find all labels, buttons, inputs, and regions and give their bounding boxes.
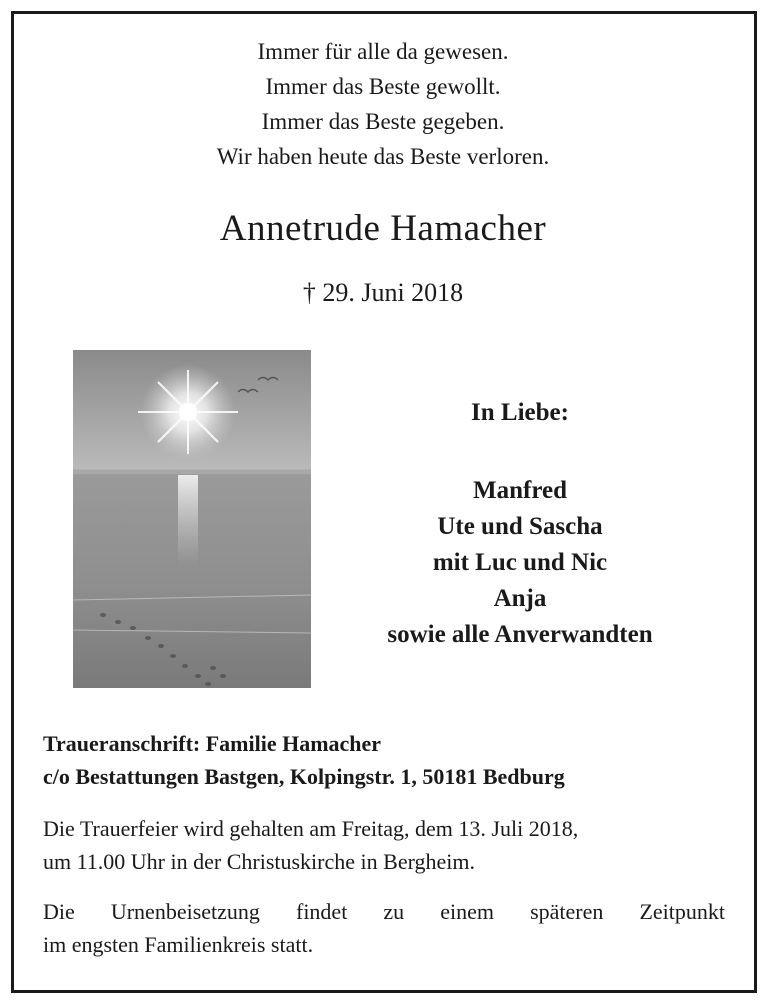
mourner-name: sowie alle Anverwandten [387, 621, 653, 648]
mourners-list [330, 473, 710, 653]
address-line: Traueranschrift: Familie Hamacher [43, 731, 382, 756]
mourner-name: mit Luc und Nic [432, 549, 608, 576]
mourner-name: Anja [493, 585, 547, 612]
urn-line: Die Urnenbeisetzung findet zu einem späteren Zeitpunkt [43, 899, 725, 924]
deceased-name: Annetrude Hamacher [219, 208, 547, 249]
mourners [330, 395, 710, 653]
mourners-intro: In Liebe: [471, 399, 569, 426]
address-line: c/o Bestattungen Bastgen, Kolpingstr. 1, 50181 Bedburg [43, 764, 565, 789]
ceremony-info [43, 812, 723, 878]
poem-line: Immer für alle da gewesen. [257, 39, 509, 64]
urn-burial-info [43, 895, 725, 961]
poem-line: Immer das Beste gewollt. [265, 74, 501, 99]
ceremony-line: um 11.00 Uhr in der Christuskirche in Bergheim. [43, 849, 475, 874]
poem [0, 34, 766, 174]
ceremony-line: Die Trauerfeier wird gehalten am Freitag, dem 13. Juli 2018, [43, 816, 579, 841]
mourner-name: Manfred [473, 477, 567, 504]
poem-line: Immer das Beste gegeben. [261, 109, 505, 134]
mourning-address [43, 727, 565, 793]
urn-line: im engsten Familienkreis statt. [43, 932, 314, 957]
death-date: † 29. Juni 2018 [302, 278, 464, 307]
poem-line: Wir haben heute das Beste verloren. [216, 144, 550, 169]
memorial-photo [73, 350, 311, 688]
mourner-name: Ute und Sascha [437, 513, 603, 540]
